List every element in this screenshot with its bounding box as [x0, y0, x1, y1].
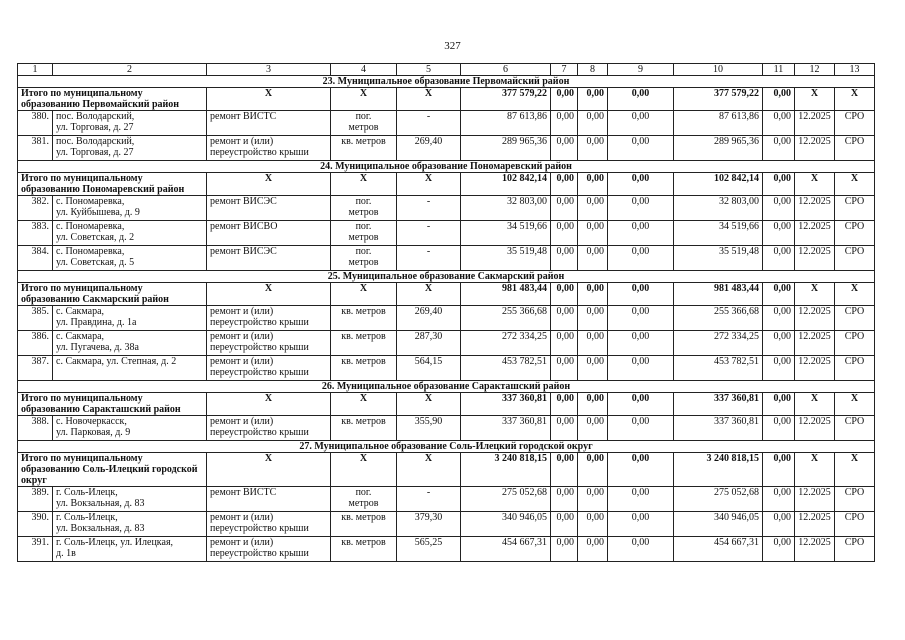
row-number: 380. — [18, 111, 53, 136]
address: с. Сакмара, ул. Степная, д. 2 — [53, 356, 207, 381]
col-8: 0,00 — [578, 196, 608, 221]
col-8: 0,00 — [578, 111, 608, 136]
completion-date: 12.2025 — [795, 356, 835, 381]
col-9: 0,00 — [608, 221, 674, 246]
subtotal-total-cost: 3 240 818,15 — [461, 453, 551, 487]
funding-method: СРО — [835, 537, 875, 562]
quantity: 564,15 — [397, 356, 461, 381]
work-type: ремонт и (или) переустройство крыши — [207, 356, 331, 381]
col-9: 0,00 — [608, 196, 674, 221]
column-number-row — [18, 64, 875, 76]
work-type: ремонт и (или) переустройство крыши — [207, 512, 331, 537]
col-11: 0,00 — [763, 331, 795, 356]
subtotal-total-cost: 377 579,22 — [461, 88, 551, 111]
unit: пог. метров — [331, 111, 397, 136]
completion-date: 12.2025 — [795, 111, 835, 136]
subtotal-c13: X — [835, 283, 875, 306]
total-cost: 340 946,05 — [461, 512, 551, 537]
table-row — [18, 512, 875, 537]
subtotal-c11: 0,00 — [763, 283, 795, 306]
total-cost: 453 782,51 — [461, 356, 551, 381]
subtotal-c9: 0,00 — [608, 173, 674, 196]
subtotal-total-cost: 337 360,81 — [461, 393, 551, 416]
total-cost: 272 334,25 — [461, 331, 551, 356]
col-8: 0,00 — [578, 512, 608, 537]
col-11: 0,00 — [763, 196, 795, 221]
subtotal-c7: 0,00 — [551, 453, 578, 487]
subtotal-c9: 0,00 — [608, 393, 674, 416]
col-10: 272 334,25 — [674, 331, 763, 356]
subtotal-row — [18, 393, 875, 416]
funding-method: СРО — [835, 512, 875, 537]
col-11: 0,00 — [763, 306, 795, 331]
subtotal-c13: X — [835, 453, 875, 487]
col-7: 0,00 — [551, 246, 578, 271]
subtotal-c5: X — [397, 88, 461, 111]
col-8: 0,00 — [578, 331, 608, 356]
column-number: 10 — [674, 64, 763, 76]
col-7: 0,00 — [551, 331, 578, 356]
table-row — [18, 111, 875, 136]
funding-method: СРО — [835, 136, 875, 161]
column-number: 12 — [795, 64, 835, 76]
work-type: ремонт ВИСЭС — [207, 196, 331, 221]
completion-date: 12.2025 — [795, 512, 835, 537]
subtotal-label: Итого по муниципальному образованию Пономаревский район — [18, 173, 207, 196]
subtotal-label: Итого по муниципальному образованию Саракташский район — [18, 393, 207, 416]
funding-method: СРО — [835, 416, 875, 441]
quantity: - — [397, 111, 461, 136]
table-row — [18, 246, 875, 271]
subtotal-c10: 337 360,81 — [674, 393, 763, 416]
page-number: 327 — [444, 40, 461, 52]
work-type: ремонт и (или) переустройство крыши — [207, 416, 331, 441]
quantity: - — [397, 196, 461, 221]
subtotal-c8: 0,00 — [578, 88, 608, 111]
subtotal-label: Итого по муниципальному образованию Первомайский район — [18, 88, 207, 111]
subtotal-row — [18, 453, 875, 487]
subtotal-c9: 0,00 — [608, 283, 674, 306]
quantity: 379,30 — [397, 512, 461, 537]
address: с. Новочеркасск, ул. Парковая, д. 9 — [53, 416, 207, 441]
column-number: 7 — [551, 64, 578, 76]
subtotal-c10: 981 483,44 — [674, 283, 763, 306]
col-9: 0,00 — [608, 136, 674, 161]
col-7: 0,00 — [551, 416, 578, 441]
col-10: 340 946,05 — [674, 512, 763, 537]
row-number: 386. — [18, 331, 53, 356]
funding-method: СРО — [835, 306, 875, 331]
col-7: 0,00 — [551, 196, 578, 221]
funding-method: СРО — [835, 356, 875, 381]
subtotal-c5: X — [397, 453, 461, 487]
col-9: 0,00 — [608, 246, 674, 271]
col-9: 0,00 — [608, 331, 674, 356]
work-type: ремонт и (или) переустройство крыши — [207, 537, 331, 562]
col-7: 0,00 — [551, 136, 578, 161]
address: г. Соль-Илецк, ул. Вокзальная, д. 83 — [53, 487, 207, 512]
address: с. Пономаревка, ул. Куйбышева, д. 9 — [53, 196, 207, 221]
subtotal-c3: X — [207, 393, 331, 416]
subtotal-c7: 0,00 — [551, 173, 578, 196]
row-number: 388. — [18, 416, 53, 441]
address: с. Сакмара, ул. Пугачева, д. 38а — [53, 331, 207, 356]
col-9: 0,00 — [608, 416, 674, 441]
quantity: - — [397, 221, 461, 246]
subtotal-c4: X — [331, 453, 397, 487]
total-cost: 275 052,68 — [461, 487, 551, 512]
work-type: ремонт ВИСТС — [207, 487, 331, 512]
subtotal-row — [18, 173, 875, 196]
unit: кв. метров — [331, 136, 397, 161]
address: с. Пономаревка, ул. Советская, д. 2 — [53, 221, 207, 246]
subtotal-c5: X — [397, 283, 461, 306]
col-10: 35 519,48 — [674, 246, 763, 271]
col-10: 337 360,81 — [674, 416, 763, 441]
subtotal-c4: X — [331, 173, 397, 196]
subtotal-c7: 0,00 — [551, 393, 578, 416]
subtotal-c4: X — [331, 88, 397, 111]
col-11: 0,00 — [763, 416, 795, 441]
work-type: ремонт ВИСТС — [207, 111, 331, 136]
col-11: 0,00 — [763, 487, 795, 512]
section-title-row — [18, 441, 875, 453]
subtotal-c10: 3 240 818,15 — [674, 453, 763, 487]
row-number: 385. — [18, 306, 53, 331]
col-9: 0,00 — [608, 487, 674, 512]
unit: кв. метров — [331, 537, 397, 562]
funding-method: СРО — [835, 111, 875, 136]
subtotal-label: Итого по муниципальному образованию Сакмарский район — [18, 283, 207, 306]
total-cost: 255 366,68 — [461, 306, 551, 331]
total-cost: 289 965,36 — [461, 136, 551, 161]
col-11: 0,00 — [763, 512, 795, 537]
col-8: 0,00 — [578, 356, 608, 381]
section-title: 23. Муниципальное образование Первомайский район — [18, 76, 875, 88]
col-9: 0,00 — [608, 512, 674, 537]
quantity: 269,40 — [397, 136, 461, 161]
table-row — [18, 136, 875, 161]
col-7: 0,00 — [551, 111, 578, 136]
completion-date: 12.2025 — [795, 416, 835, 441]
column-number: 4 — [331, 64, 397, 76]
subtotal-c3: X — [207, 283, 331, 306]
col-8: 0,00 — [578, 246, 608, 271]
unit: пог. метров — [331, 221, 397, 246]
quantity: 269,40 — [397, 306, 461, 331]
total-cost: 35 519,48 — [461, 246, 551, 271]
subtotal-c3: X — [207, 173, 331, 196]
table-row — [18, 356, 875, 381]
subtotal-c11: 0,00 — [763, 88, 795, 111]
subtotal-c5: X — [397, 393, 461, 416]
table-row — [18, 416, 875, 441]
section-title-row — [18, 161, 875, 173]
address: с. Пономаревка, ул. Советская, д. 5 — [53, 246, 207, 271]
section-title-row — [18, 76, 875, 88]
subtotal-c13: X — [835, 173, 875, 196]
quantity: 355,90 — [397, 416, 461, 441]
row-number: 383. — [18, 221, 53, 246]
subtotal-c12: X — [795, 393, 835, 416]
col-7: 0,00 — [551, 512, 578, 537]
table-row — [18, 537, 875, 562]
subtotal-c8: 0,00 — [578, 283, 608, 306]
row-number: 390. — [18, 512, 53, 537]
unit: пог. метров — [331, 196, 397, 221]
col-11: 0,00 — [763, 136, 795, 161]
quantity: - — [397, 487, 461, 512]
subtotal-c11: 0,00 — [763, 393, 795, 416]
section-title: 24. Муниципальное образование Пономаревский район — [18, 161, 875, 173]
subtotal-c10: 102 842,14 — [674, 173, 763, 196]
funding-method: СРО — [835, 196, 875, 221]
subtotal-c10: 377 579,22 — [674, 88, 763, 111]
subtotal-c7: 0,00 — [551, 88, 578, 111]
subtotal-c9: 0,00 — [608, 88, 674, 111]
total-cost: 337 360,81 — [461, 416, 551, 441]
col-8: 0,00 — [578, 306, 608, 331]
col-9: 0,00 — [608, 306, 674, 331]
col-9: 0,00 — [608, 356, 674, 381]
completion-date: 12.2025 — [795, 306, 835, 331]
col-7: 0,00 — [551, 537, 578, 562]
row-number: 391. — [18, 537, 53, 562]
subtotal-c8: 0,00 — [578, 393, 608, 416]
unit: кв. метров — [331, 356, 397, 381]
column-number: 3 — [207, 64, 331, 76]
subtotal-row — [18, 88, 875, 111]
column-number: 13 — [835, 64, 875, 76]
address: с. Сакмара, ул. Правдина, д. 1а — [53, 306, 207, 331]
work-type: ремонт и (или) переустройство крыши — [207, 306, 331, 331]
address: г. Соль-Илецк, ул. Вокзальная, д. 83 — [53, 512, 207, 537]
subtotal-label: Итого по муниципальному образованию Соль-Илецкий городской округ — [18, 453, 207, 487]
subtotal-total-cost: 981 483,44 — [461, 283, 551, 306]
col-8: 0,00 — [578, 487, 608, 512]
column-number: 5 — [397, 64, 461, 76]
unit: кв. метров — [331, 306, 397, 331]
address: г. Соль-Илецк, ул. Илецкая, д. 1в — [53, 537, 207, 562]
column-number: 11 — [763, 64, 795, 76]
section-title: 27. Муниципальное образование Соль-Илецкий городской округ — [18, 441, 875, 453]
address: пос. Володарский, ул. Торговая, д. 27 — [53, 136, 207, 161]
subtotal-c11: 0,00 — [763, 173, 795, 196]
section-title: 25. Муниципальное образование Сакмарский район — [18, 271, 875, 283]
table-row — [18, 331, 875, 356]
col-7: 0,00 — [551, 356, 578, 381]
funding-method: СРО — [835, 487, 875, 512]
subtotal-c7: 0,00 — [551, 283, 578, 306]
unit: кв. метров — [331, 512, 397, 537]
completion-date: 12.2025 — [795, 246, 835, 271]
col-11: 0,00 — [763, 111, 795, 136]
col-7: 0,00 — [551, 487, 578, 512]
subtotal-c11: 0,00 — [763, 453, 795, 487]
section-title-row — [18, 381, 875, 393]
funding-method: СРО — [835, 221, 875, 246]
subtotal-c12: X — [795, 173, 835, 196]
subtotal-row — [18, 283, 875, 306]
quantity: 287,30 — [397, 331, 461, 356]
table-row — [18, 221, 875, 246]
subtotal-c8: 0,00 — [578, 173, 608, 196]
completion-date: 12.2025 — [795, 331, 835, 356]
unit: кв. метров — [331, 416, 397, 441]
subtotal-c12: X — [795, 453, 835, 487]
column-number: 6 — [461, 64, 551, 76]
subtotal-c4: X — [331, 283, 397, 306]
subtotal-c4: X — [331, 393, 397, 416]
col-11: 0,00 — [763, 356, 795, 381]
unit: пог. метров — [331, 246, 397, 271]
col-8: 0,00 — [578, 136, 608, 161]
total-cost: 87 613,86 — [461, 111, 551, 136]
funding-method: СРО — [835, 246, 875, 271]
col-10: 34 519,66 — [674, 221, 763, 246]
quantity: - — [397, 246, 461, 271]
col-11: 0,00 — [763, 537, 795, 562]
column-number: 1 — [18, 64, 53, 76]
subtotal-total-cost: 102 842,14 — [461, 173, 551, 196]
col-11: 0,00 — [763, 246, 795, 271]
subtotal-c12: X — [795, 283, 835, 306]
completion-date: 12.2025 — [795, 221, 835, 246]
row-number: 387. — [18, 356, 53, 381]
work-type: ремонт ВИСВО — [207, 221, 331, 246]
unit: кв. метров — [331, 331, 397, 356]
col-10: 275 052,68 — [674, 487, 763, 512]
col-7: 0,00 — [551, 306, 578, 331]
column-number: 2 — [53, 64, 207, 76]
completion-date: 12.2025 — [795, 196, 835, 221]
completion-date: 12.2025 — [795, 537, 835, 562]
register-table — [17, 63, 875, 562]
col-8: 0,00 — [578, 416, 608, 441]
col-10: 454 667,31 — [674, 537, 763, 562]
table-row — [18, 306, 875, 331]
section-title: 26. Муниципальное образование Саракташский район — [18, 381, 875, 393]
subtotal-c5: X — [397, 173, 461, 196]
column-number: 9 — [608, 64, 674, 76]
col-8: 0,00 — [578, 537, 608, 562]
subtotal-c8: 0,00 — [578, 453, 608, 487]
col-10: 32 803,00 — [674, 196, 763, 221]
row-number: 381. — [18, 136, 53, 161]
table-row — [18, 196, 875, 221]
column-number: 8 — [578, 64, 608, 76]
table-row — [18, 487, 875, 512]
col-9: 0,00 — [608, 111, 674, 136]
completion-date: 12.2025 — [795, 136, 835, 161]
subtotal-c3: X — [207, 88, 331, 111]
col-10: 289 965,36 — [674, 136, 763, 161]
col-7: 0,00 — [551, 221, 578, 246]
address: пос. Володарский, ул. Торговая, д. 27 — [53, 111, 207, 136]
col-9: 0,00 — [608, 537, 674, 562]
col-10: 255 366,68 — [674, 306, 763, 331]
subtotal-c13: X — [835, 393, 875, 416]
col-11: 0,00 — [763, 221, 795, 246]
quantity: 565,25 — [397, 537, 461, 562]
col-10: 453 782,51 — [674, 356, 763, 381]
row-number: 384. — [18, 246, 53, 271]
col-8: 0,00 — [578, 221, 608, 246]
subtotal-c13: X — [835, 88, 875, 111]
work-type: ремонт и (или) переустройство крыши — [207, 331, 331, 356]
unit: пог. метров — [331, 487, 397, 512]
work-type: ремонт и (или) переустройство крыши — [207, 136, 331, 161]
subtotal-c3: X — [207, 453, 331, 487]
subtotal-c12: X — [795, 88, 835, 111]
work-type: ремонт ВИСЭС — [207, 246, 331, 271]
total-cost: 32 803,00 — [461, 196, 551, 221]
col-10: 87 613,86 — [674, 111, 763, 136]
row-number: 382. — [18, 196, 53, 221]
funding-method: СРО — [835, 331, 875, 356]
section-title-row — [18, 271, 875, 283]
row-number: 389. — [18, 487, 53, 512]
total-cost: 34 519,66 — [461, 221, 551, 246]
completion-date: 12.2025 — [795, 487, 835, 512]
total-cost: 454 667,31 — [461, 537, 551, 562]
subtotal-c9: 0,00 — [608, 453, 674, 487]
